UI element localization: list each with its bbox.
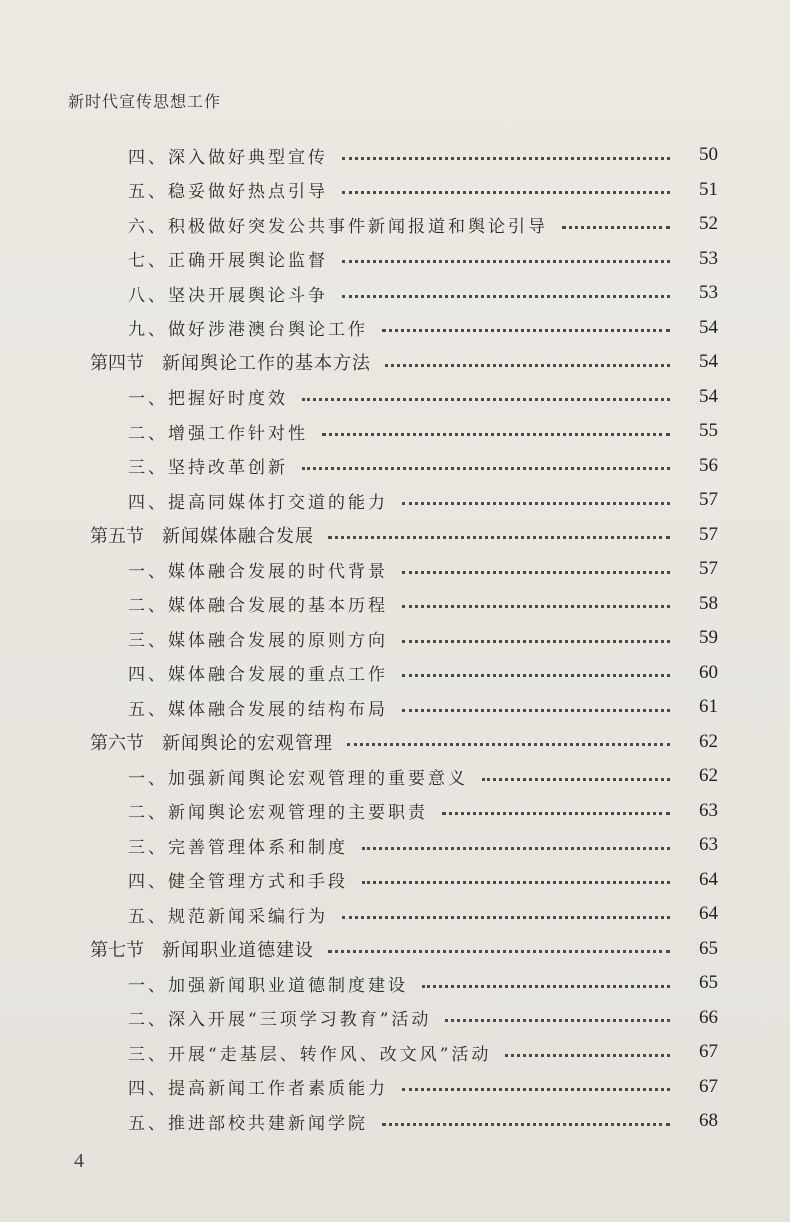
toc-entry-label: 二、媒体融合发展的基本历程: [128, 596, 388, 616]
toc-section-number: 第五节: [90, 525, 144, 547]
running-head: 新时代宣传思想工作: [68, 92, 222, 111]
toc-item-row: [0, 244, 790, 274]
dot-leader: [382, 327, 670, 332]
toc-entry-label: [90, 729, 333, 755]
dot-leader: [385, 362, 670, 367]
toc-page-number: 66: [699, 1006, 718, 1028]
toc-section-title: 新闻舆论工作的基本方法: [162, 353, 371, 374]
dot-leader: [342, 258, 670, 263]
toc-entry-label: 三、坚持改革创新: [128, 458, 288, 478]
toc-page-number: 54: [699, 385, 718, 407]
toc-entry-label: [90, 349, 371, 375]
toc-item-row: [0, 589, 790, 619]
toc-entry-label: 四、提高同媒体打交道的能力: [128, 492, 388, 513]
toc-page-number: 68: [699, 1110, 718, 1131]
dot-leader: [328, 948, 670, 953]
dot-leader: [442, 810, 670, 815]
toc-section-number: 第七节: [90, 939, 144, 961]
toc-entry-label: 一、加强新闻舆论宏观管理的重要意义: [128, 768, 468, 789]
toc-entry-label: 五、推进部校共建新闻学院: [128, 1113, 368, 1134]
dot-leader: [347, 741, 670, 746]
toc-entry-label: 五、媒体融合发展的结构布局: [128, 699, 388, 720]
toc-page-number: 58: [699, 592, 718, 614]
dot-leader: [322, 431, 670, 436]
dot-leader: [342, 155, 670, 160]
dot-leader: [328, 534, 670, 539]
dot-leader: [362, 879, 670, 884]
toc-page-number: 57: [699, 489, 718, 510]
toc-entry-label: [90, 522, 314, 548]
toc-entry-label: 一、加强新闻职业道德制度建设: [128, 975, 408, 996]
dot-leader: [402, 1086, 670, 1091]
dot-leader: [445, 1017, 670, 1022]
dot-leader: [402, 500, 670, 505]
toc-page-number: 62: [699, 765, 718, 786]
toc-page-number: 67: [699, 1041, 718, 1062]
toc-page-number: 65: [699, 972, 718, 993]
toc-item-row: [0, 1106, 790, 1136]
toc-item-row: [0, 175, 790, 205]
toc-page-number: 54: [699, 351, 718, 372]
dot-leader: [505, 1052, 670, 1057]
toc-item-row: [0, 140, 790, 170]
dot-leader: [342, 914, 670, 919]
toc-entry-label: 二、深入开展“三项学习教育”活动: [128, 1010, 432, 1030]
toc-page-number: 63: [699, 799, 718, 821]
toc-page-number: 51: [699, 178, 718, 200]
toc-item-row: [0, 692, 790, 722]
toc-entry-label: 九、做好涉港澳台舆论工作: [128, 320, 368, 340]
toc-entry-label: 四、媒体融合发展的重点工作: [128, 665, 388, 685]
toc-page-number: 52: [699, 213, 718, 234]
dot-leader: [422, 983, 670, 988]
toc-item-row: [0, 865, 790, 895]
toc-page-number: 54: [699, 316, 718, 338]
dot-leader: [402, 638, 670, 643]
dot-leader: [402, 672, 670, 677]
toc-page-number: 59: [699, 627, 718, 648]
toc-section-number: 第四节: [90, 353, 144, 374]
toc-item-row: [0, 382, 790, 412]
toc-entry-label: 五、规范新闻采编行为: [128, 906, 328, 927]
toc-page-number: 63: [699, 834, 718, 855]
toc-section-title: 新闻职业道德建设: [162, 939, 314, 961]
toc-item-row: [0, 209, 790, 239]
toc-item-row: [0, 899, 790, 929]
toc-page-number: 67: [699, 1075, 718, 1097]
toc-entry-label: 八、坚决开展舆论斗争: [128, 285, 328, 306]
toc-item-row: [0, 485, 790, 515]
dot-leader: [562, 224, 670, 229]
toc-page-number: 57: [699, 558, 718, 579]
toc-entry-label: 三、媒体融合发展的原则方向: [128, 630, 388, 651]
toc-entry-label: 三、开展“走基层、转作风、改文风”活动: [128, 1044, 492, 1065]
toc-item-row: [0, 658, 790, 688]
dot-leader: [302, 465, 670, 470]
toc-page-number: 55: [699, 420, 718, 441]
toc-item-row: [0, 968, 790, 998]
toc-item-row: [0, 761, 790, 791]
toc-page-number: 62: [699, 730, 718, 752]
dot-leader: [402, 707, 670, 712]
dot-leader: [362, 845, 670, 850]
toc-page-number: 64: [699, 868, 718, 890]
toc-page-number: 64: [699, 903, 718, 924]
toc-entry-label: 七、正确开展舆论监督: [128, 251, 328, 271]
dot-leader: [342, 293, 670, 298]
toc-entry-label: 二、新闻舆论宏观管理的主要职责: [128, 803, 428, 823]
toc-item-row: [0, 623, 790, 653]
toc-item-row: [0, 1072, 790, 1102]
toc-entry-label: 四、提高新闻工作者素质能力: [128, 1079, 388, 1099]
toc-entry-label: 六、积极做好突发公共事件新闻报道和舆论引导: [128, 216, 548, 237]
toc-entry-label: 五、稳妥做好热点引导: [128, 182, 328, 202]
page-number: 4: [74, 1150, 84, 1172]
toc-item-row: [0, 313, 790, 343]
toc-entry-label: 四、深入做好典型宣传: [128, 147, 328, 168]
toc-entry-label: 一、媒体融合发展的时代背景: [128, 561, 388, 582]
toc-page-number: 56: [699, 454, 718, 476]
toc-item-row: [0, 451, 790, 481]
toc-section-title: 新闻媒体融合发展: [162, 525, 314, 547]
toc-item-row: [0, 796, 790, 826]
toc-entry-label: 一、把握好时度效: [128, 389, 288, 409]
toc-section-row: [0, 934, 790, 964]
toc-page-number: 53: [699, 247, 718, 269]
dot-leader: [302, 396, 670, 401]
toc-entry-label: 二、增强工作针对性: [128, 423, 308, 444]
dot-leader: [342, 189, 670, 194]
toc-section-row: [0, 727, 790, 757]
toc-section-row: [0, 347, 790, 377]
toc-entry-label: [90, 936, 314, 962]
toc-section-number: 第六节: [90, 732, 144, 754]
toc-item-row: [0, 1037, 790, 1067]
toc-page-number: 65: [699, 937, 718, 959]
dot-leader: [482, 776, 670, 781]
toc-item-row: [0, 416, 790, 446]
toc-page-number: 57: [699, 523, 718, 545]
toc-entry-label: 四、健全管理方式和手段: [128, 872, 348, 892]
toc-item-row: [0, 278, 790, 308]
toc-item-row: [0, 830, 790, 860]
toc-entry-label: 三、完善管理体系和制度: [128, 837, 348, 858]
toc-page-number: 53: [699, 282, 718, 303]
toc-section-title: 新闻舆论的宏观管理: [162, 732, 333, 754]
toc-item-row: [0, 554, 790, 584]
dot-leader: [402, 603, 670, 608]
toc-page-number: 61: [699, 696, 718, 717]
toc-item-row: [0, 1003, 790, 1033]
toc-page-number: 60: [699, 661, 718, 683]
dot-leader: [382, 1121, 670, 1126]
toc-page-number: 50: [699, 144, 718, 165]
dot-leader: [402, 569, 670, 574]
toc-section-row: [0, 520, 790, 550]
